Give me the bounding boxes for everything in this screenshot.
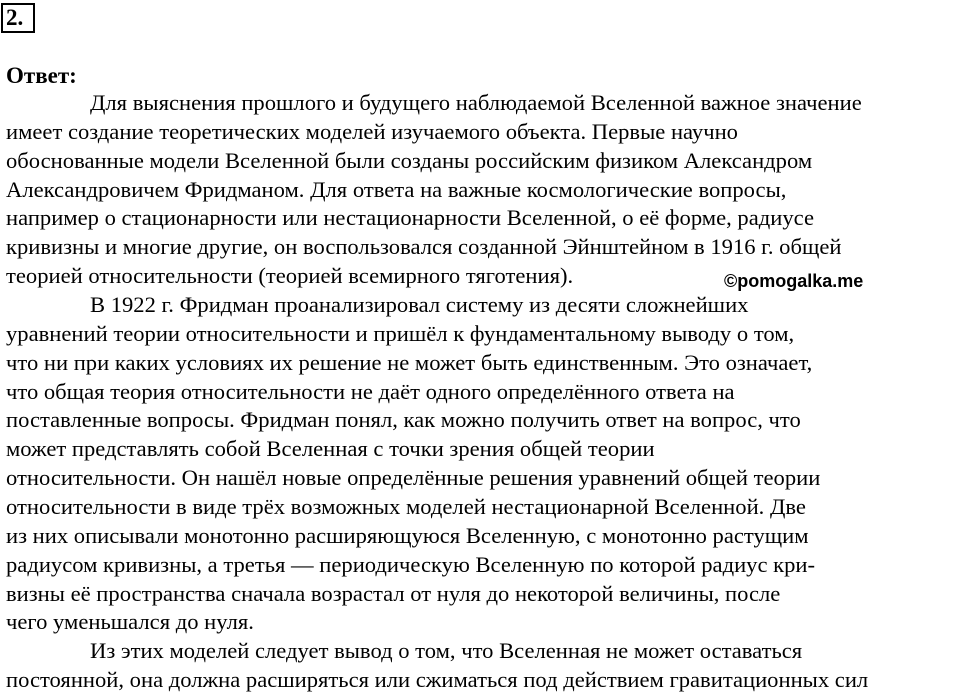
text-line: теорией относительности (теорией всемирного тяготения). — [6, 263, 574, 288]
text-line: Александровичем Фридманом. Для ответа на важные космологические вопросы, — [6, 177, 787, 202]
text-line: из них описывали монотонно расширяющуюся Вселенную, с монотонно растущим — [6, 523, 809, 548]
text-line: относительности. Он нашёл новые определённые решения уравнений общей теории — [6, 465, 821, 490]
text-line: обоснованные модели Вселенной были созданы российским физиком Александром — [6, 148, 813, 173]
text-line: поставленные вопросы. Фридман понял, как можно получить ответ на вопрос, что — [6, 407, 801, 432]
text-line: имеет создание теоретических моделей изучаемого объекта. Первые научно — [6, 119, 738, 144]
text-line: чего уменьшался до нуля. — [6, 609, 254, 634]
text-line: например о стационарности или нестационарности Вселенной, о её форме, радиусе — [6, 205, 814, 230]
answer-heading: Ответ: — [6, 63, 77, 88]
text-line: что общая теория относительности не даёт одного определённого ответа на — [6, 379, 735, 404]
text-line: может представлять собой Вселенная с точки зрения общей теории — [6, 436, 655, 461]
text-line: кривизны и многие другие, он воспользовался созданной Эйнштейном в 1916 г. общей — [6, 234, 842, 259]
text-line: Для выяснения прошлого и будущего наблюдаемой Вселенной важное значение — [90, 90, 862, 115]
text-line: В 1922 г. Фридман проанализировал систему из десяти сложнейших — [90, 292, 749, 317]
text-line: что ни при каких условиях их решение не может быть единственным. Это означает, — [6, 350, 813, 375]
text-line: постоянной, она должна расширяться или сжиматься под действием гравитационных сил — [6, 667, 869, 692]
text-line: относительности в виде трёх возможных моделей нестационарной Вселенной. Две — [6, 494, 806, 519]
text-line: Из этих моделей следует вывод о том, что Вселенная не может оставаться — [90, 638, 803, 663]
task-number: 2. — [1, 3, 35, 33]
text-line: радиусом кривизны, а третья — периодическую Вселенную по которой радиус кри- — [6, 552, 816, 577]
text-line: уравнений теории относительности и пришёл к фундаментальному выводу о том, — [6, 321, 795, 346]
watermark: ©pomogalka.me — [724, 271, 864, 291]
text-line: визны её пространства сначала возрастал от нуля до некоторой величины, после — [6, 581, 781, 606]
